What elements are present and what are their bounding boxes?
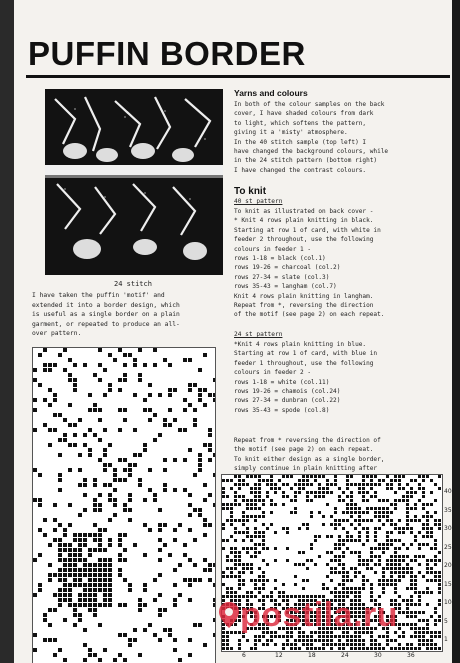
page-title: PUFFIN BORDER: [28, 35, 306, 72]
instructions-24st: *Knit 4 rows plain knitting in blue. Starting at row 1 of card, with blue in feeder 1 throughout, use the following colours in feeder 2 - rows 1-18 = white (col.11) rows 19-26 = chamois (col.24) rows 27-34 = dunbran (col.22) rows 35-43 = spode (col.8): [234, 341, 378, 414]
intro-paragraph: I have taken the puffin 'motif' and extended it into a border design, which is useful as a single border on a plain garment, or repeated to produce an all- over pattern.: [32, 292, 180, 338]
photo-caption: 24 stitch: [114, 280, 152, 288]
to-knit-heading: To knit: [234, 186, 267, 197]
punchcard-chart-40st: [32, 347, 216, 663]
subheading-24st: 24 st pattern: [234, 331, 283, 338]
repeat-instructions: Repeat from * reversing the direction of the motif (see page 2) on each repeat. To knit either design as a single border, simply continue in plain knitting after: [234, 437, 385, 473]
subheading-40st: 40 st pattern: [234, 198, 283, 205]
chart-col-label: 36: [407, 652, 415, 659]
watermark: postila.ru: [240, 596, 399, 634]
chart-row-label: 10: [444, 599, 452, 606]
watermark-logo-icon: [218, 601, 240, 629]
chart-row-label: 1: [444, 636, 448, 643]
knitted-sample-photo: [45, 89, 223, 275]
chart-row-label: 30: [444, 525, 452, 532]
chart-col-label: 18: [308, 652, 316, 659]
chart-col-label: 12: [275, 652, 283, 659]
chart-row-label: 40: [444, 488, 452, 495]
chart-row-label: 25: [444, 543, 452, 551]
magazine-page: [14, 0, 452, 663]
chart-col-label: 30: [374, 652, 382, 659]
scan-edge: [0, 0, 14, 663]
yarns-body: In both of the colour samples on the back cover, I have shaded colours from dark to light, which softens the pattern, giving it a 'misty' atmosphere. In the 40 stitch sample (top left) I have changed the background colours, while in the 24 stitch pattern (bottom right) I have changed the contrast colours.: [234, 101, 389, 174]
chart-row-label: 20: [444, 562, 452, 569]
chart-col-label: 24: [341, 652, 349, 659]
instructions-40st: To knit as illustrated on back cover - * Knit 4 rows plain knitting in black. Starting at row 1 of card, with white in feeder 2 throughout, use the following colours in feeder 1 - rows 1-18 = black (col.1) rows 19-26 = charcoal (col.2) rows 27-34 = slate (col.3) rows 35-43 = langham (col.7) Knit 4 rows plain knitting in langham. Repeat from *, reversing the direction of the motif (see page 2) on each repeat.: [234, 208, 385, 319]
yarns-heading: Yarns and colours: [234, 88, 308, 98]
chart-row-label: 15: [444, 580, 452, 588]
chart-row-label: 35: [444, 506, 452, 514]
chart-col-label: 6: [242, 652, 246, 659]
chart-row-label: 5: [444, 617, 448, 625]
title-rule: [26, 75, 450, 78]
